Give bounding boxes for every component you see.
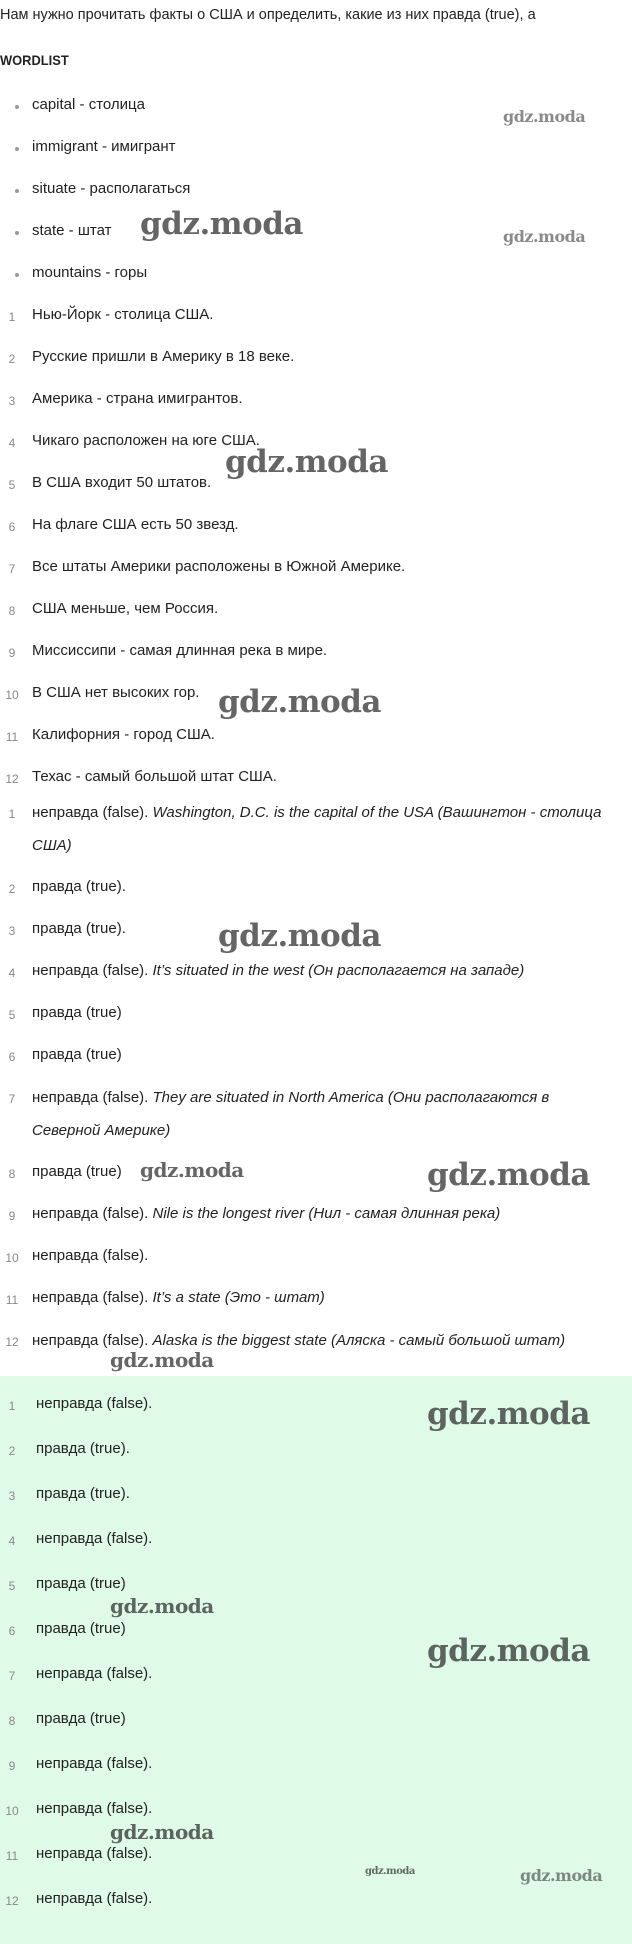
wordlist-item: mountains - горы	[0, 263, 632, 305]
answer-item: 4 неправда (false).	[8, 1530, 153, 1548]
explanation-item: 10 неправда (false).	[5, 1247, 149, 1265]
statement-item: 5 В США входит 50 штатов.	[8, 474, 212, 492]
bullet-icon	[15, 105, 19, 109]
answer-item: 10 неправда (false).	[5, 1800, 153, 1818]
bullet-icon	[15, 231, 19, 235]
watermark-logo: gdz.moda	[365, 1866, 415, 1877]
statement-item: 2 Русские пришли в Америку в 18 веке.	[8, 348, 295, 366]
explanation-item: 7 неправда (false). They are situated in North America (Они располагаются в Северной Америке)	[8, 1089, 550, 1139]
watermark-logo: gdz.moda	[110, 1348, 214, 1372]
wordlist-heading: WORDLIST	[0, 52, 69, 68]
statements-list	[0, 305, 632, 800]
explanation-item: 8 правда (true)	[8, 1163, 122, 1181]
watermark-logo: gdz.moda	[427, 1396, 590, 1432]
explanation-item: 2 правда (true).	[8, 878, 126, 896]
statement-item: 9 Миссиссипи - самая длинная река в мире.	[8, 642, 328, 660]
explanations-list	[0, 802, 632, 1405]
explanation-item: 11 неправда (false). It’s a state (Это - штат)	[5, 1289, 325, 1307]
answer-item: 5 правда (true)	[8, 1575, 126, 1593]
watermark-logo: gdz.moda	[140, 206, 303, 242]
answer-item: 7 неправда (false).	[8, 1665, 153, 1683]
explanation-item: 1 неправда (false). Washington, D.C. is the capital of the USA (Вашингтон - столица США)	[8, 804, 602, 854]
wordlist-item: situate - располагаться	[0, 179, 632, 221]
watermark-logo: gdz.moda	[520, 1866, 603, 1885]
wordlist-item: immigrant - имигрант	[0, 137, 632, 179]
answer-item: 12 неправда (false).	[5, 1890, 153, 1908]
statement-item: 11 Калифорния - город США.	[5, 726, 215, 744]
watermark-logo: gdz.moda	[110, 1820, 214, 1844]
watermark-logo: gdz.moda	[503, 227, 586, 246]
watermark-logo: gdz.moda	[110, 1594, 214, 1618]
statement-item: 12 Техас - самый большой штат США.	[5, 768, 277, 786]
answers-box	[0, 1376, 632, 1944]
bullet-icon	[15, 189, 19, 193]
answer-item: 9 неправда (false).	[8, 1755, 153, 1773]
statement-item: 7 Все штаты Америки расположены в Южной Америке.	[8, 558, 406, 576]
explanation-item: 6 правда (true)	[8, 1046, 122, 1064]
wordlist	[0, 95, 632, 305]
explanation-item: 3 правда (true).	[8, 920, 126, 938]
watermark-logo: gdz.moda	[218, 918, 381, 954]
answer-item: 11 неправда (false).	[5, 1845, 153, 1863]
explanation-item: 5 правда (true)	[8, 1004, 122, 1022]
answer-item: 6 правда (true)	[8, 1620, 126, 1638]
explanation-item: 12 неправда (false). Alaska is the biggest state (Аляска - самый большой штат)	[5, 1332, 566, 1349]
answer-item: 2 правда (true).	[8, 1440, 130, 1458]
answer-item: 3 правда (true).	[8, 1485, 130, 1503]
wordlist-item: capital - столица	[0, 95, 632, 137]
watermark-logo: gdz.moda	[140, 1158, 244, 1182]
answer-item: 1 неправда (false).	[8, 1395, 153, 1413]
answers-list	[0, 1394, 632, 1934]
statement-item: 6 На флаге США есть 50 звезд.	[8, 516, 239, 534]
explanation-item: 9 неправда (false). Nile is the longest river (Нил - самая длинная река)	[8, 1205, 501, 1223]
watermark-logo: gdz.moda	[427, 1157, 590, 1193]
statement-item: 8 США меньше, чем Россия.	[8, 600, 219, 618]
watermark-logo: gdz.moda	[218, 684, 381, 720]
explanation-item: 4 неправда (false). It’s situated in the west (Он располагается на западе)	[8, 962, 525, 980]
watermark-logo: gdz.moda	[427, 1633, 590, 1669]
bullet-icon	[15, 273, 19, 277]
statement-item: 4 Чикаго расположен на юге США.	[8, 432, 260, 450]
bullet-icon	[15, 147, 19, 151]
statement-item: 1 Нью-Йорк - столица США.	[8, 306, 214, 324]
answer-item: 8 правда (true)	[8, 1710, 126, 1728]
wordlist-item: state - штат	[0, 221, 632, 263]
statement-item: 10 В США нет высоких гор.	[5, 684, 200, 702]
intro-text: Нам нужно прочитать факты о США и определить, какие из них правда (true), а	[0, 7, 536, 23]
watermark-logo: gdz.moda	[503, 107, 586, 126]
watermark-logo: gdz.moda	[225, 444, 388, 480]
statement-item: 3 Америка - страна имигрантов.	[8, 390, 243, 408]
